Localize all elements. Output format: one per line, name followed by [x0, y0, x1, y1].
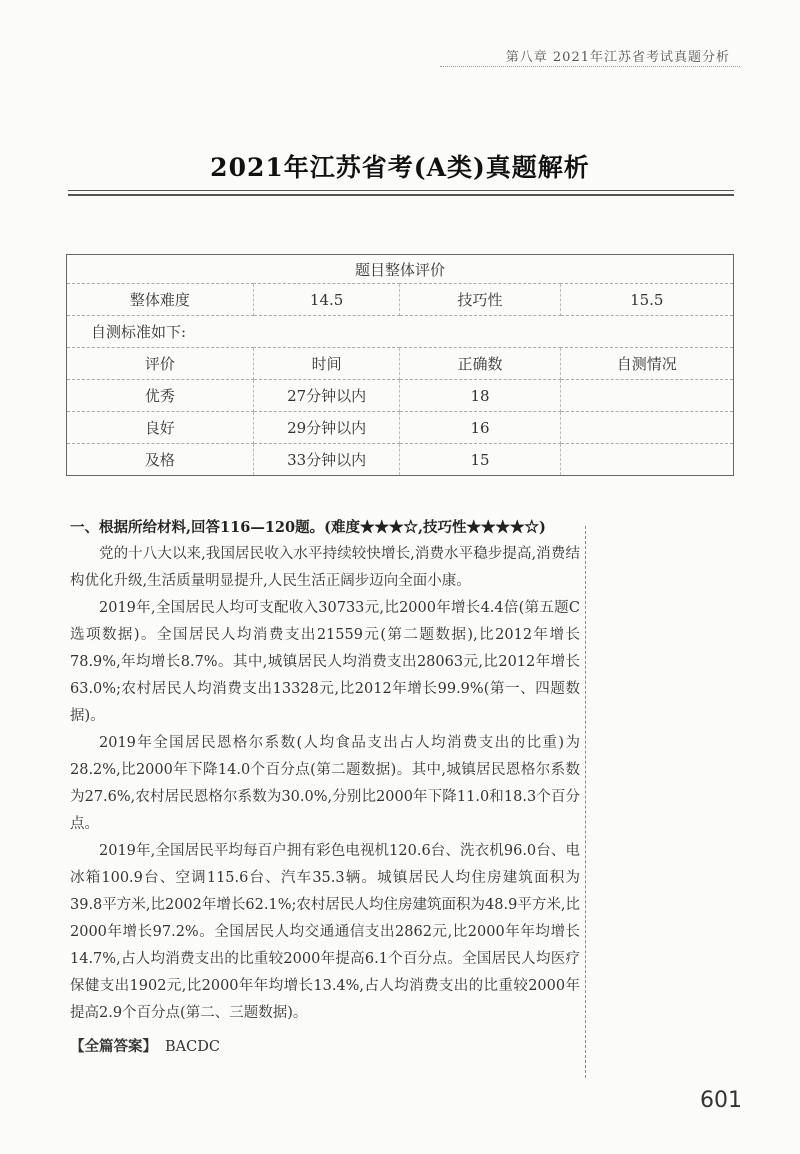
running-header: 第八章 2021年江苏省考试真题分析: [505, 50, 730, 65]
evaluation-table: [66, 254, 734, 476]
self-test-intro: 自测标准如下:: [67, 316, 734, 348]
table-row: [67, 412, 734, 444]
column-header: 时间: [253, 348, 400, 380]
table-row: [67, 284, 734, 316]
grade-cell: 及格: [67, 444, 254, 476]
column-header: 正确数: [400, 348, 560, 380]
self-test-cell: [560, 444, 733, 476]
table-header-row: [67, 348, 734, 380]
table-row: [67, 316, 734, 348]
answer-value: BACDC: [165, 1039, 220, 1055]
title-rule-bottom: [68, 194, 734, 196]
correct-cell: 16: [400, 412, 560, 444]
header-rule: [440, 66, 740, 67]
grade-cell: 良好: [67, 412, 254, 444]
difficulty-label: 整体难度: [67, 284, 254, 316]
self-test-cell: [560, 380, 733, 412]
answer-label: 【全篇答案】: [70, 1038, 157, 1055]
difficulty-value: 14.5: [253, 284, 400, 316]
material-section: [70, 514, 580, 1061]
correct-cell: 18: [400, 380, 560, 412]
column-header: 自测情况: [560, 348, 733, 380]
paragraph: 2019年,全国居民平均每百户拥有彩色电视机120.6台、洗衣机96.0台、电冰箱100.9台、空调115.6台、汽车35.3辆。城镇居民人均住房建筑面积为39.8平方米,比2002年增长62.1%;农村居民人均住房建筑面积为48.9平方米,比2000年增长97.2%。全国居民人均交通通信支出2862元,比2000年年均增长14.7%,占人均消费支出的比重较2000年提高6.1个百分点。全国居民人均医疗保健支出1902元,比2000年年均增长13.4%,占人均消费支出的比重较2000年提高2.9个百分点(第二、三题数据)。: [70, 843, 580, 1021]
grade-cell: 优秀: [67, 380, 254, 412]
paragraph: 党的十八大以来,我国居民收入水平持续较快增长,消费水平稳步提高,消费结构优化升级,生活质量明显提升,人民生活正阔步迈向全面小康。: [70, 546, 580, 589]
self-test-cell: [560, 412, 733, 444]
page-number: 601: [700, 1088, 742, 1113]
table-row: [67, 380, 734, 412]
time-cell: 33分钟以内: [253, 444, 400, 476]
question-header: 一、根据所给材料,回答116—120题。(难度★★★☆,技巧性★★★★☆): [70, 519, 546, 536]
page-title: 2021年江苏省考(A类)真题解析: [210, 153, 590, 182]
skill-value: 15.5: [560, 284, 733, 316]
correct-cell: 15: [400, 444, 560, 476]
answer-line: [70, 1033, 580, 1061]
table-row: [67, 444, 734, 476]
skill-label: 技巧性: [400, 284, 560, 316]
table-heading-row: [67, 255, 734, 284]
time-cell: 29分钟以内: [253, 412, 400, 444]
table-heading: 题目整体评价: [67, 255, 734, 284]
column-header: 评价: [67, 348, 254, 380]
paragraph: 2019年全国居民恩格尔系数(人均食品支出占人均消费支出的比重)为28.2%,比2000年下降14.0个百分点(第二题数据)。其中,城镇居民恩格尔系数为27.6%,农村居民恩格尔系数为30.0%,分别比2000年下降11.0和18.3个百分点。: [70, 735, 580, 832]
margin-rule: [585, 526, 586, 1078]
title-rule-top: [68, 190, 734, 191]
paragraph: 2019年,全国居民人均可支配收入30733元,比2000年增长4.4倍(第五题C选项数据)。全国居民人均消费支出21559元(第二题数据),比2012年增长78.9%,年均增长8.7%。其中,城镇居民人均消费支出28063元,比2012年增长63.0%;农村居民人均消费支出13328元,比2012年增长99.9%(第一、四题数据)。: [70, 600, 580, 724]
time-cell: 27分钟以内: [253, 380, 400, 412]
